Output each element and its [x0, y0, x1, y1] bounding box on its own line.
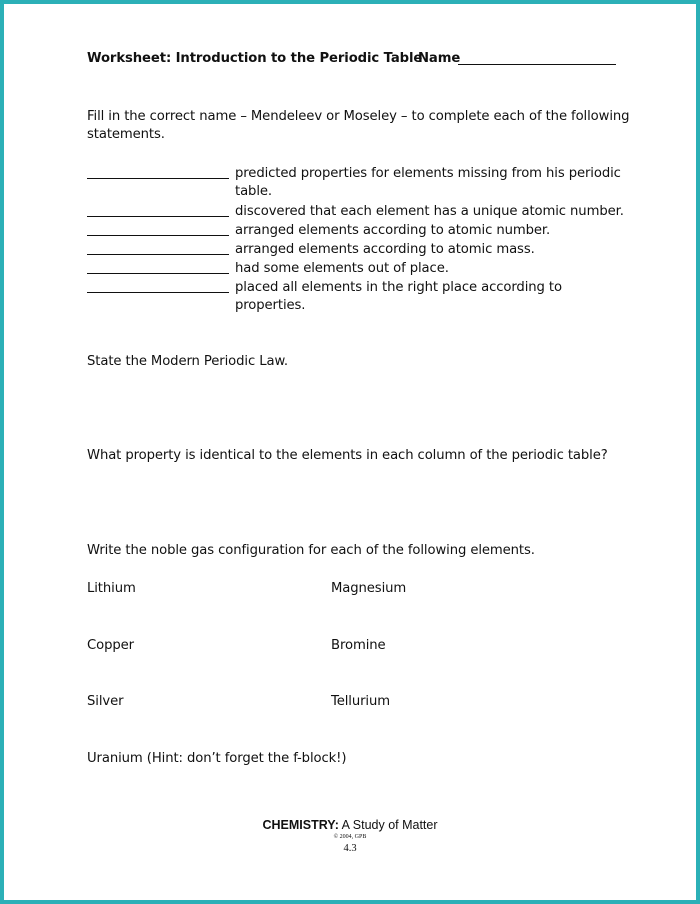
answer-blank	[87, 254, 229, 255]
element-uranium: Uranium (Hint: don’t forget the f-block!)	[87, 751, 347, 766]
element-lithium: Lithium	[87, 581, 136, 596]
footer-brand-rest: A Study of Matter	[338, 818, 438, 832]
statement-text-continued: properties.	[235, 298, 306, 313]
answer-blank	[87, 178, 229, 179]
statement-text: discovered that each element has a unique atomic number.	[235, 204, 624, 219]
answer-blank	[87, 216, 229, 217]
footer-brand-bold: CHEMISTRY:	[262, 818, 339, 832]
question-periodic-law: State the Modern Periodic Law.	[87, 354, 289, 369]
statement-text: arranged elements according to atomic number.	[235, 223, 551, 238]
worksheet-page	[4, 4, 696, 900]
name-blank	[458, 64, 616, 65]
question-noble-gas: Write the noble gas configuration for each of the following elements.	[87, 543, 535, 558]
footer-brand	[4, 817, 696, 833]
instructions-line-2: statements.	[87, 127, 165, 142]
statement-text: placed all elements in the right place according to	[235, 280, 562, 295]
element-silver: Silver	[87, 694, 124, 709]
statement-text: arranged elements according to atomic mass.	[235, 242, 535, 257]
instructions-line-1: Fill in the correct name – Mendeleev or Moseley – to complete each of the following	[87, 109, 630, 124]
statement-text-continued: table.	[235, 184, 272, 199]
element-tellurium: Tellurium	[331, 694, 391, 709]
answer-blank	[87, 235, 229, 236]
answer-blank	[87, 292, 229, 293]
statement-text: had some elements out of place.	[235, 261, 449, 276]
name-label: Name	[418, 51, 461, 66]
element-bromine: Bromine	[331, 638, 386, 653]
footer-copyright: © 2004, GPB	[333, 834, 367, 840]
worksheet-title: Worksheet: Introduction to the Periodic Table	[87, 51, 423, 66]
element-magnesium: Magnesium	[331, 581, 407, 596]
element-copper: Copper	[87, 638, 134, 653]
question-column-property: What property is identical to the elements in each column of the periodic table?	[87, 448, 608, 463]
page-number: 4.3	[343, 843, 357, 854]
statement-text: predicted properties for elements missing from his periodic	[235, 166, 621, 181]
answer-blank	[87, 273, 229, 274]
